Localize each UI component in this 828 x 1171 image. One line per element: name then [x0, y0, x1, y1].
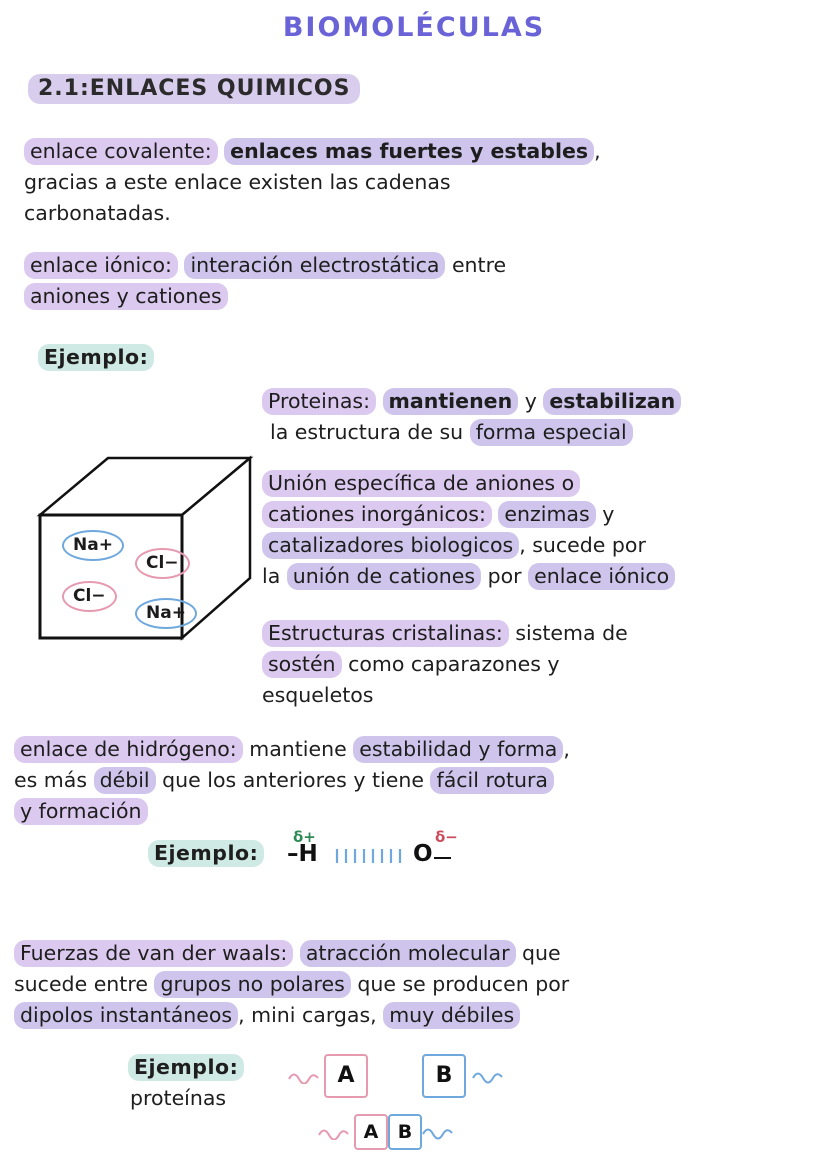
vdw-line2a: sucede entre: [14, 972, 148, 996]
union-emph-catalizadores: catalizadores biologicos: [262, 532, 519, 559]
vdw-example-sub: proteínas: [130, 1086, 227, 1110]
ionic-label: enlace iónico:: [24, 252, 178, 279]
crystal-line2-tail: como caparazones y: [348, 652, 560, 676]
squiggle-right-icon: [472, 1070, 506, 1084]
proteins-emph2: estabilizan: [543, 388, 681, 415]
union-line3-tail: , sucede por: [519, 533, 646, 557]
hydrogen-line2a: es más: [14, 768, 88, 792]
crystal-line1-tail: sistema de: [515, 621, 628, 645]
proteins-paragraph: [262, 386, 822, 448]
squiggle-left-icon-2: [318, 1126, 352, 1140]
vdw-emph-dipolos: dipolos instantáneos: [14, 1002, 238, 1029]
union-line2-tail: y: [602, 502, 615, 526]
ion-cl-minus-1: Cl−: [135, 548, 190, 579]
hydrogen-example-label: Ejemplo:: [148, 838, 264, 869]
proteins-label: Proteinas:: [262, 388, 376, 415]
atom-oxygen-label: O: [413, 841, 433, 867]
vdw-line2b: que se producen por: [357, 972, 570, 996]
page-title: BIOMOLÉCULAS: [282, 12, 546, 43]
delta-minus-label: δ−: [435, 828, 458, 846]
van-der-waals-diagram: [280, 1052, 540, 1162]
union-line2a: cationes inorgánicos:: [262, 501, 492, 528]
hydrogen-line1a: mantiene: [249, 737, 347, 761]
hydrogen-bond-paragraph: [14, 734, 824, 827]
vdw-line3b: , mini cargas,: [238, 1003, 377, 1027]
nacl-crystal-cube-illustration: [30, 440, 260, 670]
union-emph-ionico: enlace iónico: [528, 563, 675, 590]
ionic-line2: aniones y cationes: [24, 283, 228, 310]
vdw-label: Fuerzas de van der waals:: [14, 940, 293, 967]
squiggle-left-icon: [288, 1070, 322, 1084]
proteins-conj: y: [524, 389, 537, 413]
vdw-box-a: A: [324, 1054, 368, 1098]
union-emph-enzimas: enzimas: [498, 501, 595, 528]
union-line4a: la: [262, 564, 281, 588]
squiggle-right-icon-2: [422, 1126, 456, 1140]
hydrogen-line2b: que los anteriores y tiene: [162, 768, 424, 792]
delta-plus-label: δ+: [293, 828, 316, 846]
vdw-box-b2: B: [388, 1114, 422, 1150]
hydrogen-bond-diagram: [285, 828, 505, 888]
section-heading: 2.1:ENLACES QUIMICOS: [28, 74, 360, 104]
hydrogen-line3: y formación: [14, 798, 148, 825]
van-der-waals-paragraph: [14, 938, 824, 1031]
union-line1: Unión específica de aniones o: [262, 470, 580, 497]
hydrogen-emph1: estabilidad y forma: [353, 736, 563, 763]
union-emph-cationes: unión de cationes: [287, 563, 481, 590]
ionic-line1-tail: entre: [451, 253, 507, 277]
vdw-box-a2: A: [354, 1114, 388, 1150]
ion-na-plus-1: Na+: [62, 530, 124, 561]
vdw-example-label: Ejemplo: proteínas: [128, 1052, 244, 1114]
covalent-comma: ,: [594, 139, 601, 163]
crystal-line3: esqueletos: [262, 683, 374, 707]
vdw-box-b: B: [422, 1054, 466, 1098]
hydrogen-label: enlace de hidrógeno:: [14, 736, 243, 763]
ionic-bond-paragraph: [24, 250, 804, 312]
atom-hydrogen-label: –H: [287, 841, 318, 867]
covalent-line3: carbonatadas.: [24, 201, 171, 225]
ionic-emphasis: interación electrostática: [184, 252, 445, 279]
vdw-emph-debiles: muy débiles: [383, 1002, 520, 1029]
oxygen-underline-icon: [433, 854, 455, 864]
covalent-label: enlace covalente:: [24, 138, 218, 165]
vdw-emph-grupos: grupos no polares: [154, 971, 350, 998]
vdw-line1-tail: que: [522, 941, 561, 965]
ionic-example-label: Ejemplo:: [38, 342, 154, 373]
hydrogen-line1-tail: ,: [563, 737, 570, 761]
crystal-label: Estructuras cristalinas:: [262, 620, 509, 647]
union-line4b: por: [487, 564, 522, 588]
specific-union-paragraph: [262, 468, 822, 592]
crystal-emph: sostén: [262, 651, 342, 678]
hydrogen-emph-rotura: fácil rotura: [430, 767, 554, 794]
proteins-emph1: mantienen: [383, 388, 519, 415]
covalent-line2: gracias a este enlace existen las cadenas: [24, 170, 451, 194]
ion-cl-minus-2: Cl−: [62, 581, 117, 612]
proteins-line2a: la estructura de su: [270, 420, 464, 444]
hydrogen-emph-debil: débil: [94, 767, 156, 794]
crystal-structures-paragraph: [262, 618, 822, 711]
vdw-emph1: atracción molecular: [300, 940, 516, 967]
proteins-emph3: forma especial: [470, 419, 633, 446]
covalent-bond-paragraph: [24, 136, 804, 229]
ion-na-plus-2: Na+: [135, 598, 197, 629]
covalent-emphasis: enlaces mas fuertes y estables: [224, 138, 594, 165]
